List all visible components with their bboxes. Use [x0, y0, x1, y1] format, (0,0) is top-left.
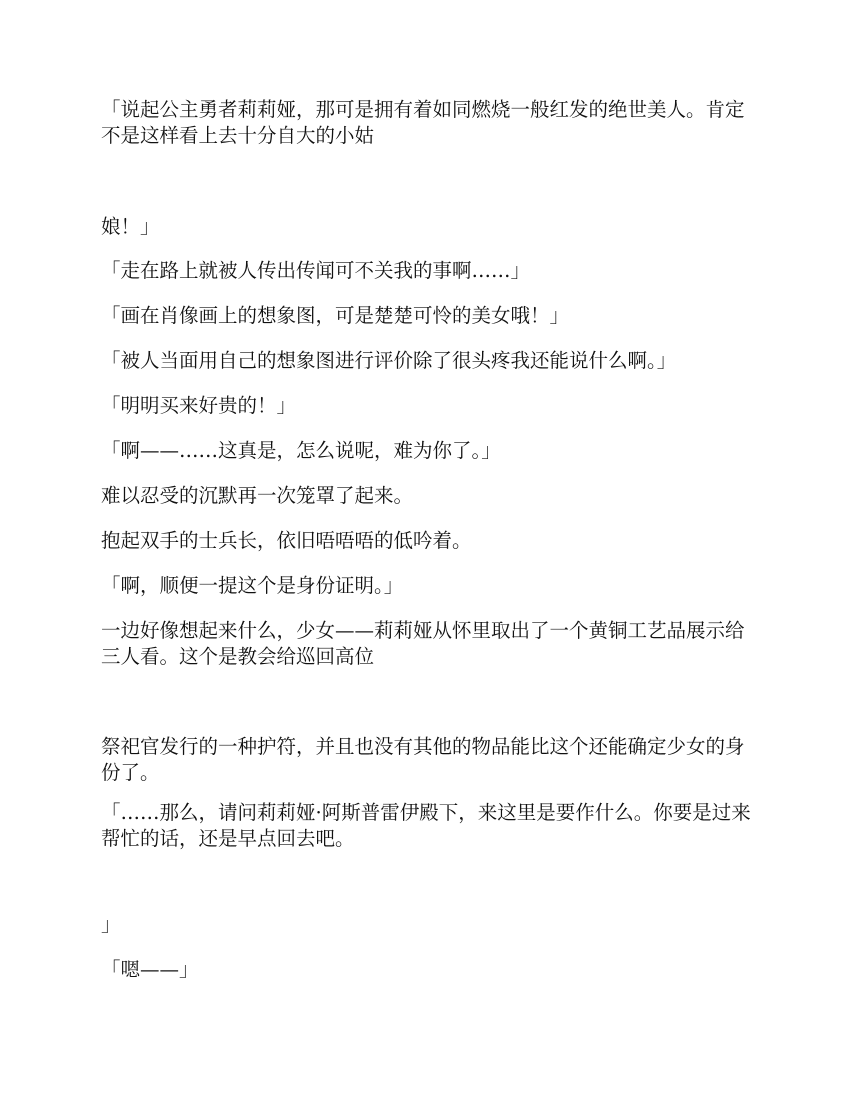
paragraph-12: 祭祀官发行的一种护符，并且也没有其他的物品能比这个还能确定少女的身份了。 — [101, 735, 745, 784]
paragraph-10: 「啊，顺便一提这个是身份证明。」 — [101, 574, 404, 597]
paragraph-11: 一边好像想起来什么，少女——莉莉娅从怀里取出了一个黄铜工艺品展示给三人看。这个是教会给巡回高位 — [101, 619, 745, 668]
paragraph-4: 「画在肖像画上的想象图，可是楚楚可怜的美女哦！」 — [101, 304, 570, 327]
paragraph-8: 难以忍受的沉默再一次笼罩了起来。 — [101, 484, 414, 507]
paragraph-6: 「明明买来好贵的！」 — [101, 394, 297, 417]
paragraph-14: 」 — [101, 913, 121, 936]
paragraph-9: 抱起双手的士兵长，依旧唔唔唔的低吟着。 — [101, 529, 472, 552]
paragraph-3: 「走在路上就被人传出传闻可不关我的事啊……」 — [101, 259, 531, 282]
paragraph-13: 「……那么，请问莉莉娅·阿斯普雷伊殿下，来这里是要作什么。你要是过来帮忙的话，还是早点回去吧。 — [101, 801, 751, 850]
paragraph-15: 「嗯——」 — [101, 958, 199, 981]
paragraph-1: 「说起公主勇者莉莉娅，那可是拥有着如同燃烧一般红发的绝世美人。肯定不是这样看上去十分自大的小姑 — [101, 98, 745, 147]
paragraph-5: 「被人当面用自己的想象图进行评价除了很头疼我还能说什么啊。」 — [101, 349, 677, 372]
paragraph-7: 「啊——……这真是，怎么说呢，难为你了。」 — [101, 439, 501, 462]
paragraph-2: 娘！」 — [101, 215, 160, 238]
